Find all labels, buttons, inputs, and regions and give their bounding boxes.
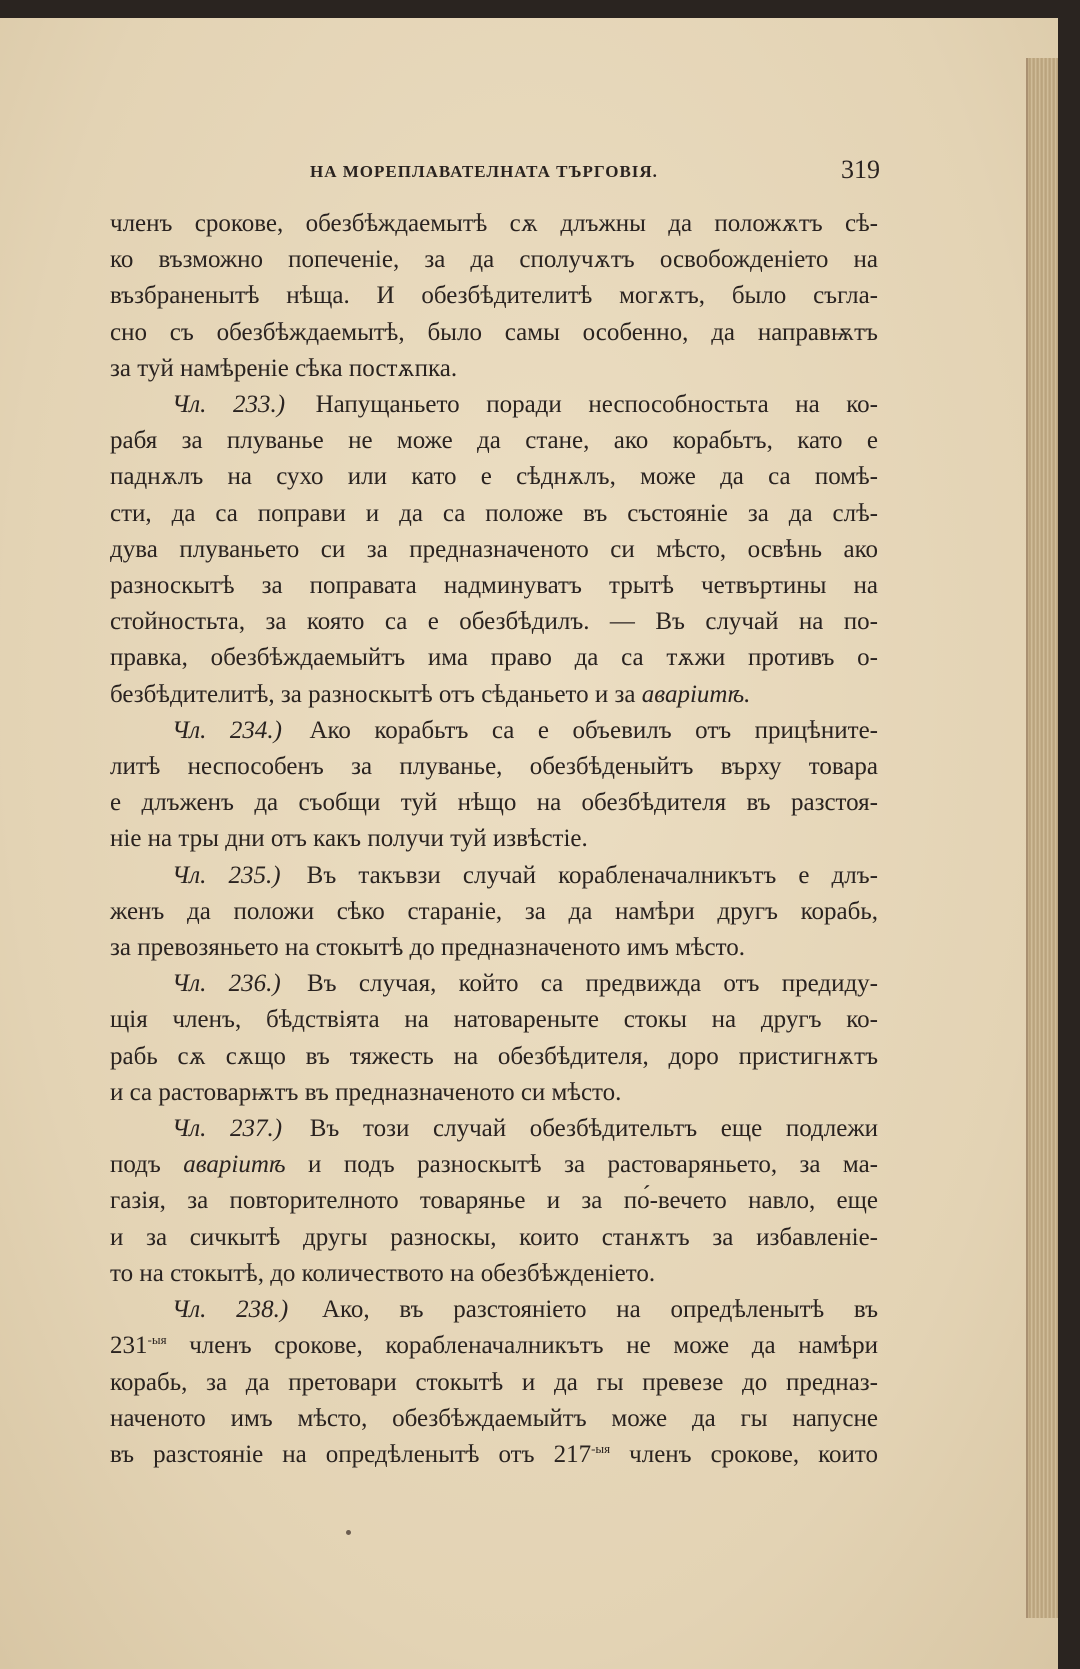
text-run: стойностьта, за която са е обезбѣдилъ. — Въ случай на по- — [110, 608, 878, 636]
text-line — [110, 1075, 878, 1111]
text-line — [110, 1111, 878, 1147]
page-number: 319 — [841, 155, 880, 184]
text-run: наченото имъ мѣсто, обезбѣждаемыйтъ може да гы напусне — [110, 1404, 878, 1432]
text-run: женъ да положи сѣко стараніе, за да намѣри другъ корабь, — [110, 897, 878, 925]
text-line — [110, 423, 878, 459]
text-run: ко възможно попеченіе, за да сполучѫтъ освобожденіето на — [110, 246, 878, 274]
article-number: Чл. 234.) — [172, 716, 282, 744]
text-run: рабь сѫ сѫщо въ тяжесть на обезбѣдителя, доро пристигнѫтъ — [110, 1042, 878, 1070]
text-line — [110, 242, 878, 278]
italic-term: аваріитѣ — [183, 1151, 286, 1179]
text-run: корабь, за да претовари стокытѣ и да гы превезе до предназ- — [110, 1368, 878, 1396]
text-line — [110, 1147, 878, 1183]
page-header — [110, 146, 880, 186]
text-line — [110, 1220, 878, 1256]
article-number: Чл. 236.) — [172, 970, 281, 998]
text-run: Въ случая, който са предвижда отъ предиду- — [284, 970, 879, 998]
text-line — [110, 1002, 878, 1038]
text-line — [110, 532, 878, 568]
body-text — [110, 206, 878, 1473]
text-line — [110, 713, 878, 749]
paragraph — [110, 1111, 878, 1292]
text-line — [110, 351, 878, 387]
article-number: Чл. 238.) — [172, 1296, 289, 1324]
text-run: сти, да са поправи и да са положе въ състояніе за да слѣ- — [110, 499, 878, 527]
text-line — [110, 278, 878, 314]
text-line — [110, 858, 878, 894]
text-line — [110, 821, 878, 857]
text-line — [110, 1256, 878, 1292]
ordinal-suffix: -ыя — [147, 1332, 167, 1348]
text-line — [110, 1183, 878, 1219]
text-line — [110, 387, 878, 423]
paragraph — [110, 387, 878, 713]
text-run: сно съ обезбѣждаемытѣ, было самы особенно, да направѭтъ — [110, 318, 878, 346]
text-line — [110, 966, 878, 1002]
paragraph — [110, 966, 878, 1111]
ordinal-suffix: -ыя — [591, 1440, 611, 1456]
text-run: Напущаньето поради неспособностьта на ко- — [289, 391, 878, 419]
text-line — [110, 1365, 878, 1401]
text-run: ніе на тры дни отъ какъ получи туй извѣстіе. — [110, 825, 588, 853]
text-run: Ако корабьтъ са е объевилъ отъ прицѣните- — [285, 716, 878, 744]
text-line — [110, 930, 878, 966]
text-run: членъ срокове, които — [610, 1440, 879, 1468]
text-run: подъ — [110, 1151, 184, 1179]
text-line — [110, 640, 878, 676]
text-line — [110, 496, 878, 532]
text-run: рабя за плуванье не може да стане, ако корабьтъ, като е — [110, 427, 878, 455]
paper-speck — [346, 1530, 351, 1535]
text-line — [110, 1401, 878, 1437]
text-run: безбѣдителитѣ, за разноскытѣ отъ сѣданьето и за — [110, 680, 642, 708]
text-run: и са растоварѭтъ въ предназначеното си мѣсто. — [110, 1078, 622, 1106]
paragraph — [110, 858, 878, 967]
text-line — [110, 315, 878, 351]
text-run: Въ този случай обезбѣдительтъ еще подлежи — [286, 1115, 878, 1143]
text-line — [110, 459, 878, 495]
text-run: газія, за повторителното товарянье и за по́-вечето навло, еще — [110, 1187, 878, 1215]
article-number: Чл. 233.) — [172, 391, 286, 419]
article-number: Чл. 235.) — [172, 861, 281, 889]
page-edge — [1026, 58, 1058, 1618]
text-run: щія членъ, бѣдствіята на натовареныте стокы на другъ ко- — [110, 1006, 878, 1034]
text-line — [110, 1437, 878, 1473]
text-run: то на стокытѣ, до количеството на обезбѣжденіето. — [110, 1259, 656, 1287]
text-line — [110, 206, 878, 242]
italic-term: аваріитѣ. — [641, 680, 751, 708]
paragraph — [110, 206, 878, 387]
paragraph — [110, 1292, 878, 1473]
text-line — [110, 1039, 878, 1075]
text-line — [110, 894, 878, 930]
text-run: за превозяньето на стокытѣ до предназначеното имъ мѣсто. — [110, 934, 745, 962]
text-run: за туй намѣреніе сѣка постѫпка. — [110, 354, 458, 382]
text-run: членъ срокове, обезбѣждаемытѣ сѫ длъжны да положѫтъ сѣ- — [110, 210, 878, 237]
text-run: Ако, въ разстояніето на опредѣленытѣ въ — [292, 1296, 879, 1324]
text-run: литѣ неспособенъ за плуванье, обезбѣденыйтъ върху товара — [110, 753, 878, 781]
text-run: въ разстояніе на опредѣленытѣ отъ 217 — [110, 1440, 592, 1468]
running-head: НА МОРЕПЛАВАТЕЛНАТА ТЪРГОВІЯ. — [310, 162, 658, 181]
text-line — [110, 749, 878, 785]
text-run: и подъ разноскытѣ за растоваряньето, за ма- — [285, 1151, 878, 1179]
text-run: правка, обезбѣждаемыйтъ има право да са тѫжи противъ о- — [110, 644, 878, 672]
text-run: разноскытѣ за поправата надминуватъ трытѣ четвъртины на — [110, 572, 878, 600]
text-line — [110, 785, 878, 821]
article-number: Чл. 237.) — [172, 1115, 283, 1143]
text-line — [110, 1292, 878, 1328]
text-line — [110, 604, 878, 640]
text-run: Въ такъвзи случай корабленачалникътъ е длъ- — [284, 861, 878, 889]
text-line — [110, 1328, 878, 1364]
text-run: членъ срокове, корабленачалникътъ не може да намѣри — [166, 1332, 878, 1360]
text-run: възбраненытѣ нѣща. И обезбѣдителитѣ могѫтъ, было съгла- — [110, 282, 878, 310]
text-run: 231 — [110, 1332, 148, 1360]
text-run: паднѫлъ на сухо или като е сѣднѫлъ, може да са помѣ- — [110, 463, 878, 491]
paragraph — [110, 713, 878, 858]
text-run: дува плуваньето си за предназначеното си мѣсто, освѣнь ако — [110, 535, 878, 563]
text-run: е длъженъ да съобщи туй нѣщо на обезбѣдителя въ разстоя- — [110, 789, 878, 817]
book-page — [0, 18, 1058, 1669]
text-run: и за сичкытѣ другы разноскы, които станѫтъ за избавленіе- — [110, 1223, 878, 1251]
text-line — [110, 568, 878, 604]
text-line — [110, 677, 878, 713]
